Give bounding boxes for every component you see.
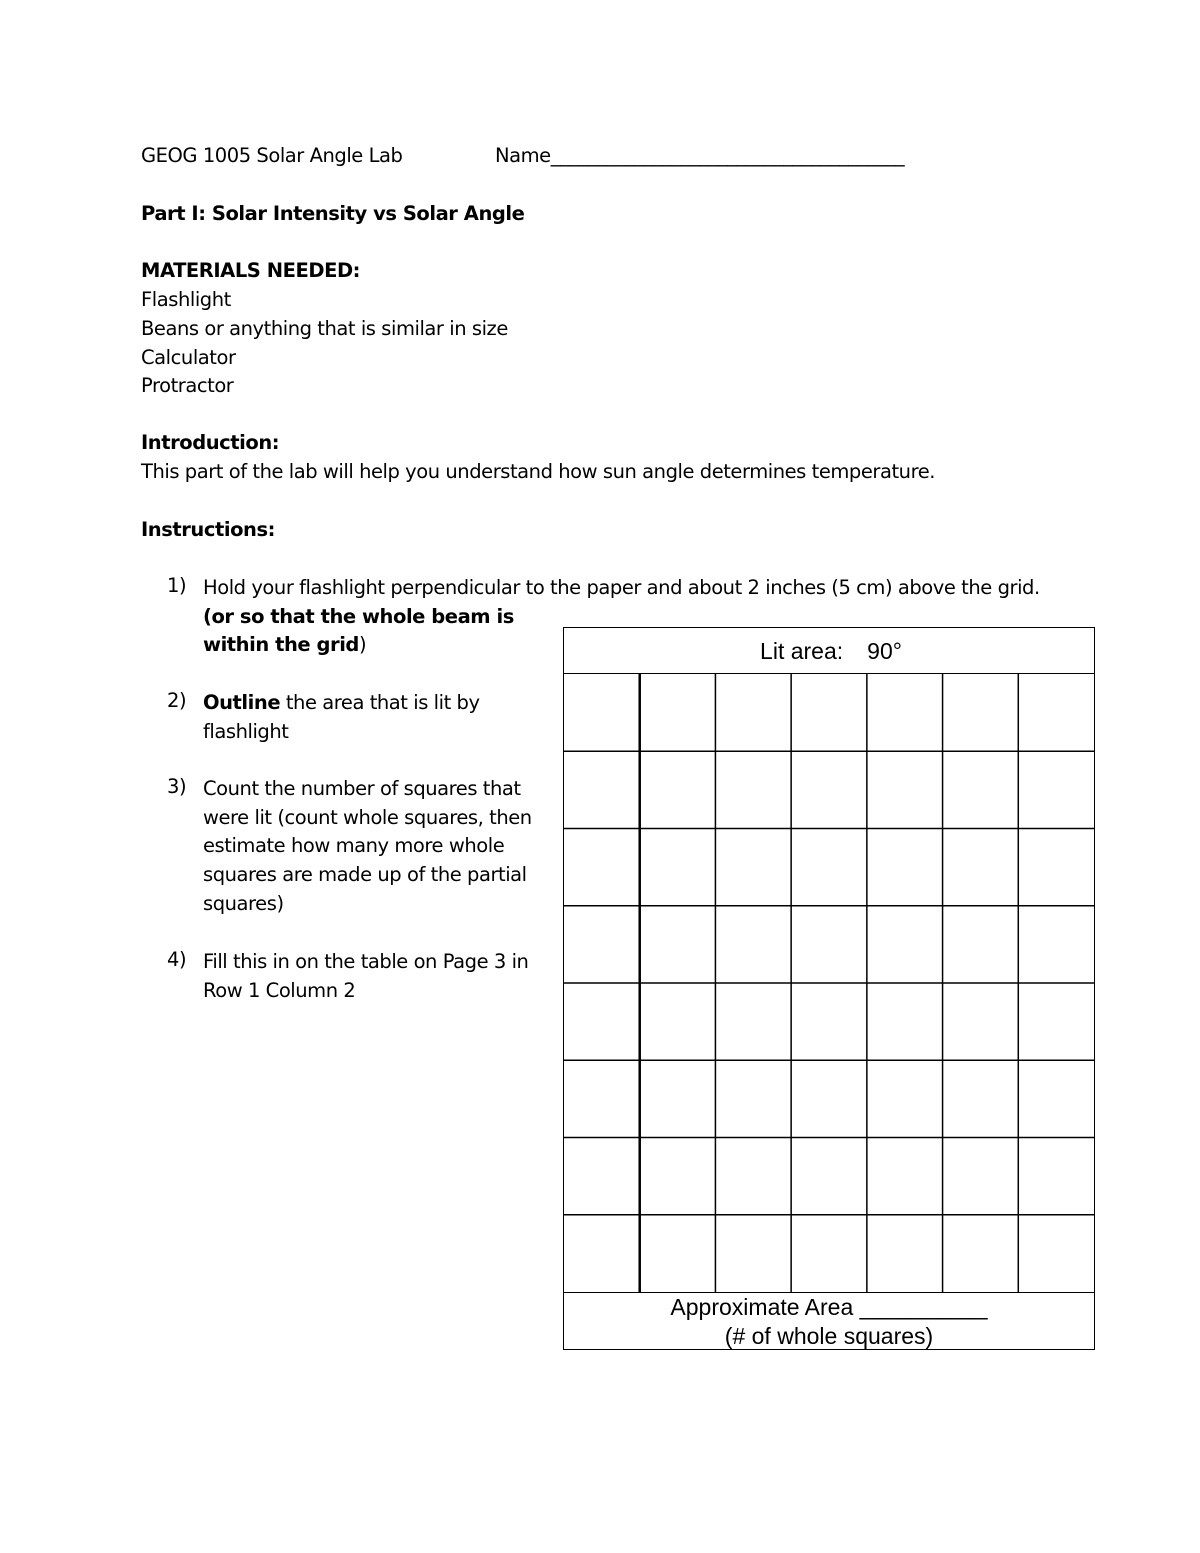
grid-footer bbox=[564, 1292, 1094, 1350]
step-1-bold-note: (or so that the whole beam is bbox=[203, 604, 514, 628]
materials-item: Protractor bbox=[141, 374, 234, 397]
step-number: 2) bbox=[167, 689, 187, 712]
step-2-bold: Outline bbox=[203, 691, 281, 714]
step-2-text: the area that is lit by flashlight bbox=[203, 691, 480, 743]
grid-title bbox=[564, 628, 1094, 674]
step-number: 4) bbox=[167, 948, 187, 971]
step-text: Fill this in on the table on Page 3 in Row 1 Column 2 bbox=[203, 950, 529, 1002]
materials-heading: MATERIALS NEEDED: bbox=[141, 259, 361, 282]
step-number: 3) bbox=[167, 775, 187, 798]
course-title: GEOG 1005 Solar Angle Lab bbox=[141, 144, 403, 167]
step-number: 1) bbox=[167, 574, 187, 597]
step-text: Count the number of squares that were lit (count whole squares, then estimate how many more whole squares are made up of the partial squares) bbox=[203, 777, 532, 915]
lit-area-grid bbox=[563, 627, 1095, 1350]
introduction-text: This part of the lab will help you understand how sun angle determines temperature. bbox=[141, 460, 935, 483]
materials-item: Beans or anything that is similar in size bbox=[141, 317, 508, 340]
materials-item: Flashlight bbox=[141, 288, 231, 311]
approximate-area-note: (# of whole squares) bbox=[724, 1323, 934, 1349]
approximate-area-field[interactable]: Approximate Area __________ bbox=[670, 1294, 988, 1320]
step-1-line1: Hold your flashlight perpendicular to the paper and about 2 inches (5 cm) above the grid. bbox=[203, 576, 1040, 599]
grid-title-label: Lit area: bbox=[760, 638, 844, 664]
introduction-heading: Introduction: bbox=[141, 431, 280, 454]
name-field[interactable]: Name______________________________________ bbox=[495, 144, 905, 167]
instructions-heading: Instructions: bbox=[141, 518, 275, 541]
step-1-bold-note-2: within the grid bbox=[203, 633, 359, 657]
step-1-tail: ) bbox=[358, 633, 367, 657]
part-title: Part I: Solar Intensity vs Solar Angle bbox=[141, 202, 525, 225]
materials-item: Calculator bbox=[141, 346, 236, 369]
step-text bbox=[203, 689, 543, 746]
grid-angle: 90° bbox=[867, 638, 902, 664]
grid-squares[interactable] bbox=[564, 674, 1094, 1292]
